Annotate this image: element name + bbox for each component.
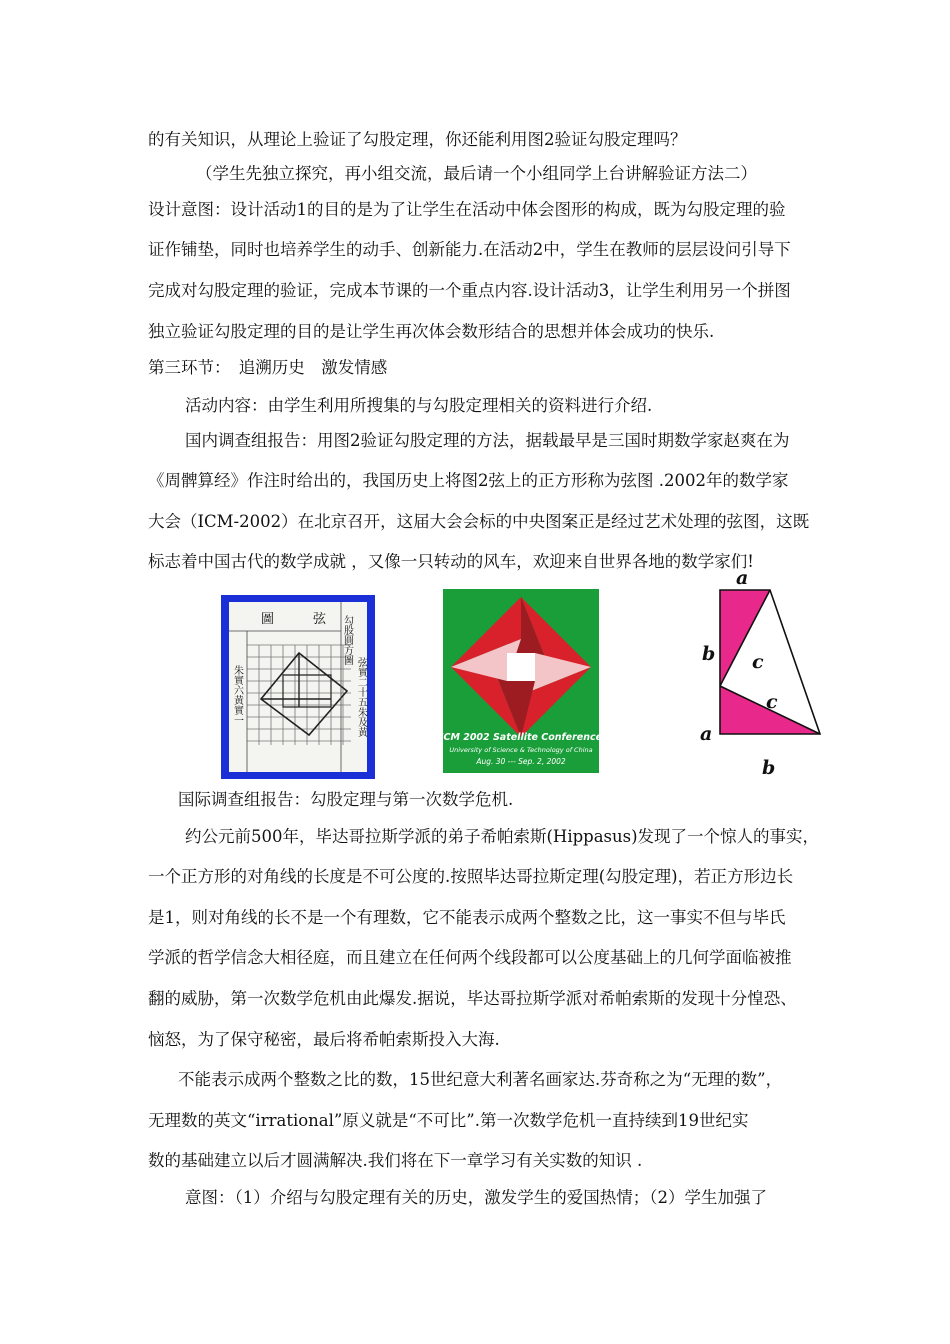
paragraph-line: （学生先独立探究，再小组交流，最后请一个小组同学上台讲解验证方法二） <box>196 164 757 183</box>
paragraph-line: 国际调查组报告：勾股定理与第一次数学危机. <box>178 790 514 809</box>
label-center-c-lower: c <box>766 691 778 713</box>
label-left-a: a <box>700 723 713 745</box>
paragraph-line: 的有关知识，从理论上验证了勾股定理，你还能利用图2验证勾股定理吗？ <box>148 130 687 149</box>
icm-line-2: University of Science & Technology of China <box>449 746 593 754</box>
paragraph-line: 国内调查组报告：用图2验证勾股定理的方法，据载最早是三国时期数学家赵爽在为 <box>185 431 790 450</box>
paragraph-line: 翻的威胁，第一次数学危机由此爆发.据说，毕达哥拉斯学派对希帕索斯的发现十分惶恐、 <box>148 989 797 1008</box>
paragraph-line: 是1，则对角线的长不是一个有理数，它不能表示成两个整数之比，这一事实不但与毕氏 <box>148 908 786 927</box>
paragraph-line: 设计意图：设计活动1的目的是为了让学生在活动中体会图形的构成，既为勾股定理的验 <box>148 200 786 219</box>
trapezoid-figure <box>690 568 840 783</box>
label-center-c-upper: c <box>752 651 764 673</box>
paragraph-line: 不能表示成两个整数之比的数，15世纪意大利著名画家达.芬奇称之为“无理的数”， <box>178 1070 783 1089</box>
paragraph-line: 学派的哲学信念大相径庭，而且建立在任何两个线段都可以公度基础上的几何学面临被推 <box>148 948 792 967</box>
xiantu-figure <box>221 595 375 779</box>
paragraph-line: 独立验证勾股定理的目的是让学生再次体会数形结合的思想并体会成功的快乐. <box>148 322 715 341</box>
label-left-b: b <box>702 643 716 665</box>
icm-line-3: Aug. 30 --- Sep. 2, 2002 <box>476 757 566 766</box>
trapezoid-svg <box>690 568 840 783</box>
paragraph-line: 一个正方形的对角线的长度是不可公度的.按照毕达哥拉斯定理(勾股定理)，若正方形边长 <box>148 867 794 886</box>
icm-line-1: ICM 2002 Satellite Conference <box>443 732 599 743</box>
icm-logo-svg <box>443 589 599 773</box>
label-top-a: a <box>736 568 749 589</box>
paragraph-line: 意图：（1）介绍与勾股定理有关的历史，激发学生的爱国热情；（2）学生加强了 <box>185 1188 767 1207</box>
section-heading: 第三环节： 追溯历史 激发情感 <box>148 358 388 377</box>
icm-logo <box>443 589 599 773</box>
xiantu-title-left: 圖 <box>261 612 275 627</box>
paragraph-line: 无理数的英文“irrational”原义就是“不可比”.第一次数学危机一直持续到19世纪实 <box>148 1111 749 1130</box>
paragraph-line: 约公元前500年，毕达哥拉斯学派的弟子希帕索斯(Hippasus)发现了一个惊人的事实， <box>185 827 820 846</box>
paragraph-line: 《周髀算经》作注时给出的，我国历史上将图2弦上的正方形称为弦图 .2002年的数学家 <box>148 471 789 490</box>
xiantu-left-column: 朱實六黄實一 <box>231 665 243 725</box>
paragraph-line: 大会（ICM-2002）在北京召开，这届大会会标的中央图案正是经过艺术处理的弦图，这既 <box>148 512 810 531</box>
paragraph-line: 完成对勾股定理的验证，完成本节课的一个重点内容.设计活动3，让学生利用另一个拼图 <box>148 281 791 300</box>
xiantu-title-right: 弦 <box>313 612 327 627</box>
xiantu-svg <box>221 595 375 779</box>
xiantu-right-column: 勾股圓方圖 <box>341 615 353 665</box>
paragraph-line: 数的基础建立以后才圆满解决.我们将在下一章学习有关实数的知识 . <box>148 1151 643 1170</box>
paragraph-line: 标志着中国古代的数学成就 ，又像一只转动的风车，欢迎来自世界各地的数学家们! <box>148 552 754 571</box>
paragraph-line: 恼怒，为了保守秘密，最后将希帕索斯投入大海. <box>148 1030 500 1049</box>
paragraph-line: 活动内容：由学生利用所搜集的与勾股定理相关的资料进行介绍. <box>185 396 653 415</box>
label-bottom-b: b <box>762 757 776 779</box>
paragraph-line: 证作铺垫，同时也培养学生的动手、创新能力.在活动2中，学生在教师的层层设问引导下 <box>148 240 791 259</box>
xiantu-right-column-2: 弦實二十五朱及黄 <box>355 657 367 737</box>
